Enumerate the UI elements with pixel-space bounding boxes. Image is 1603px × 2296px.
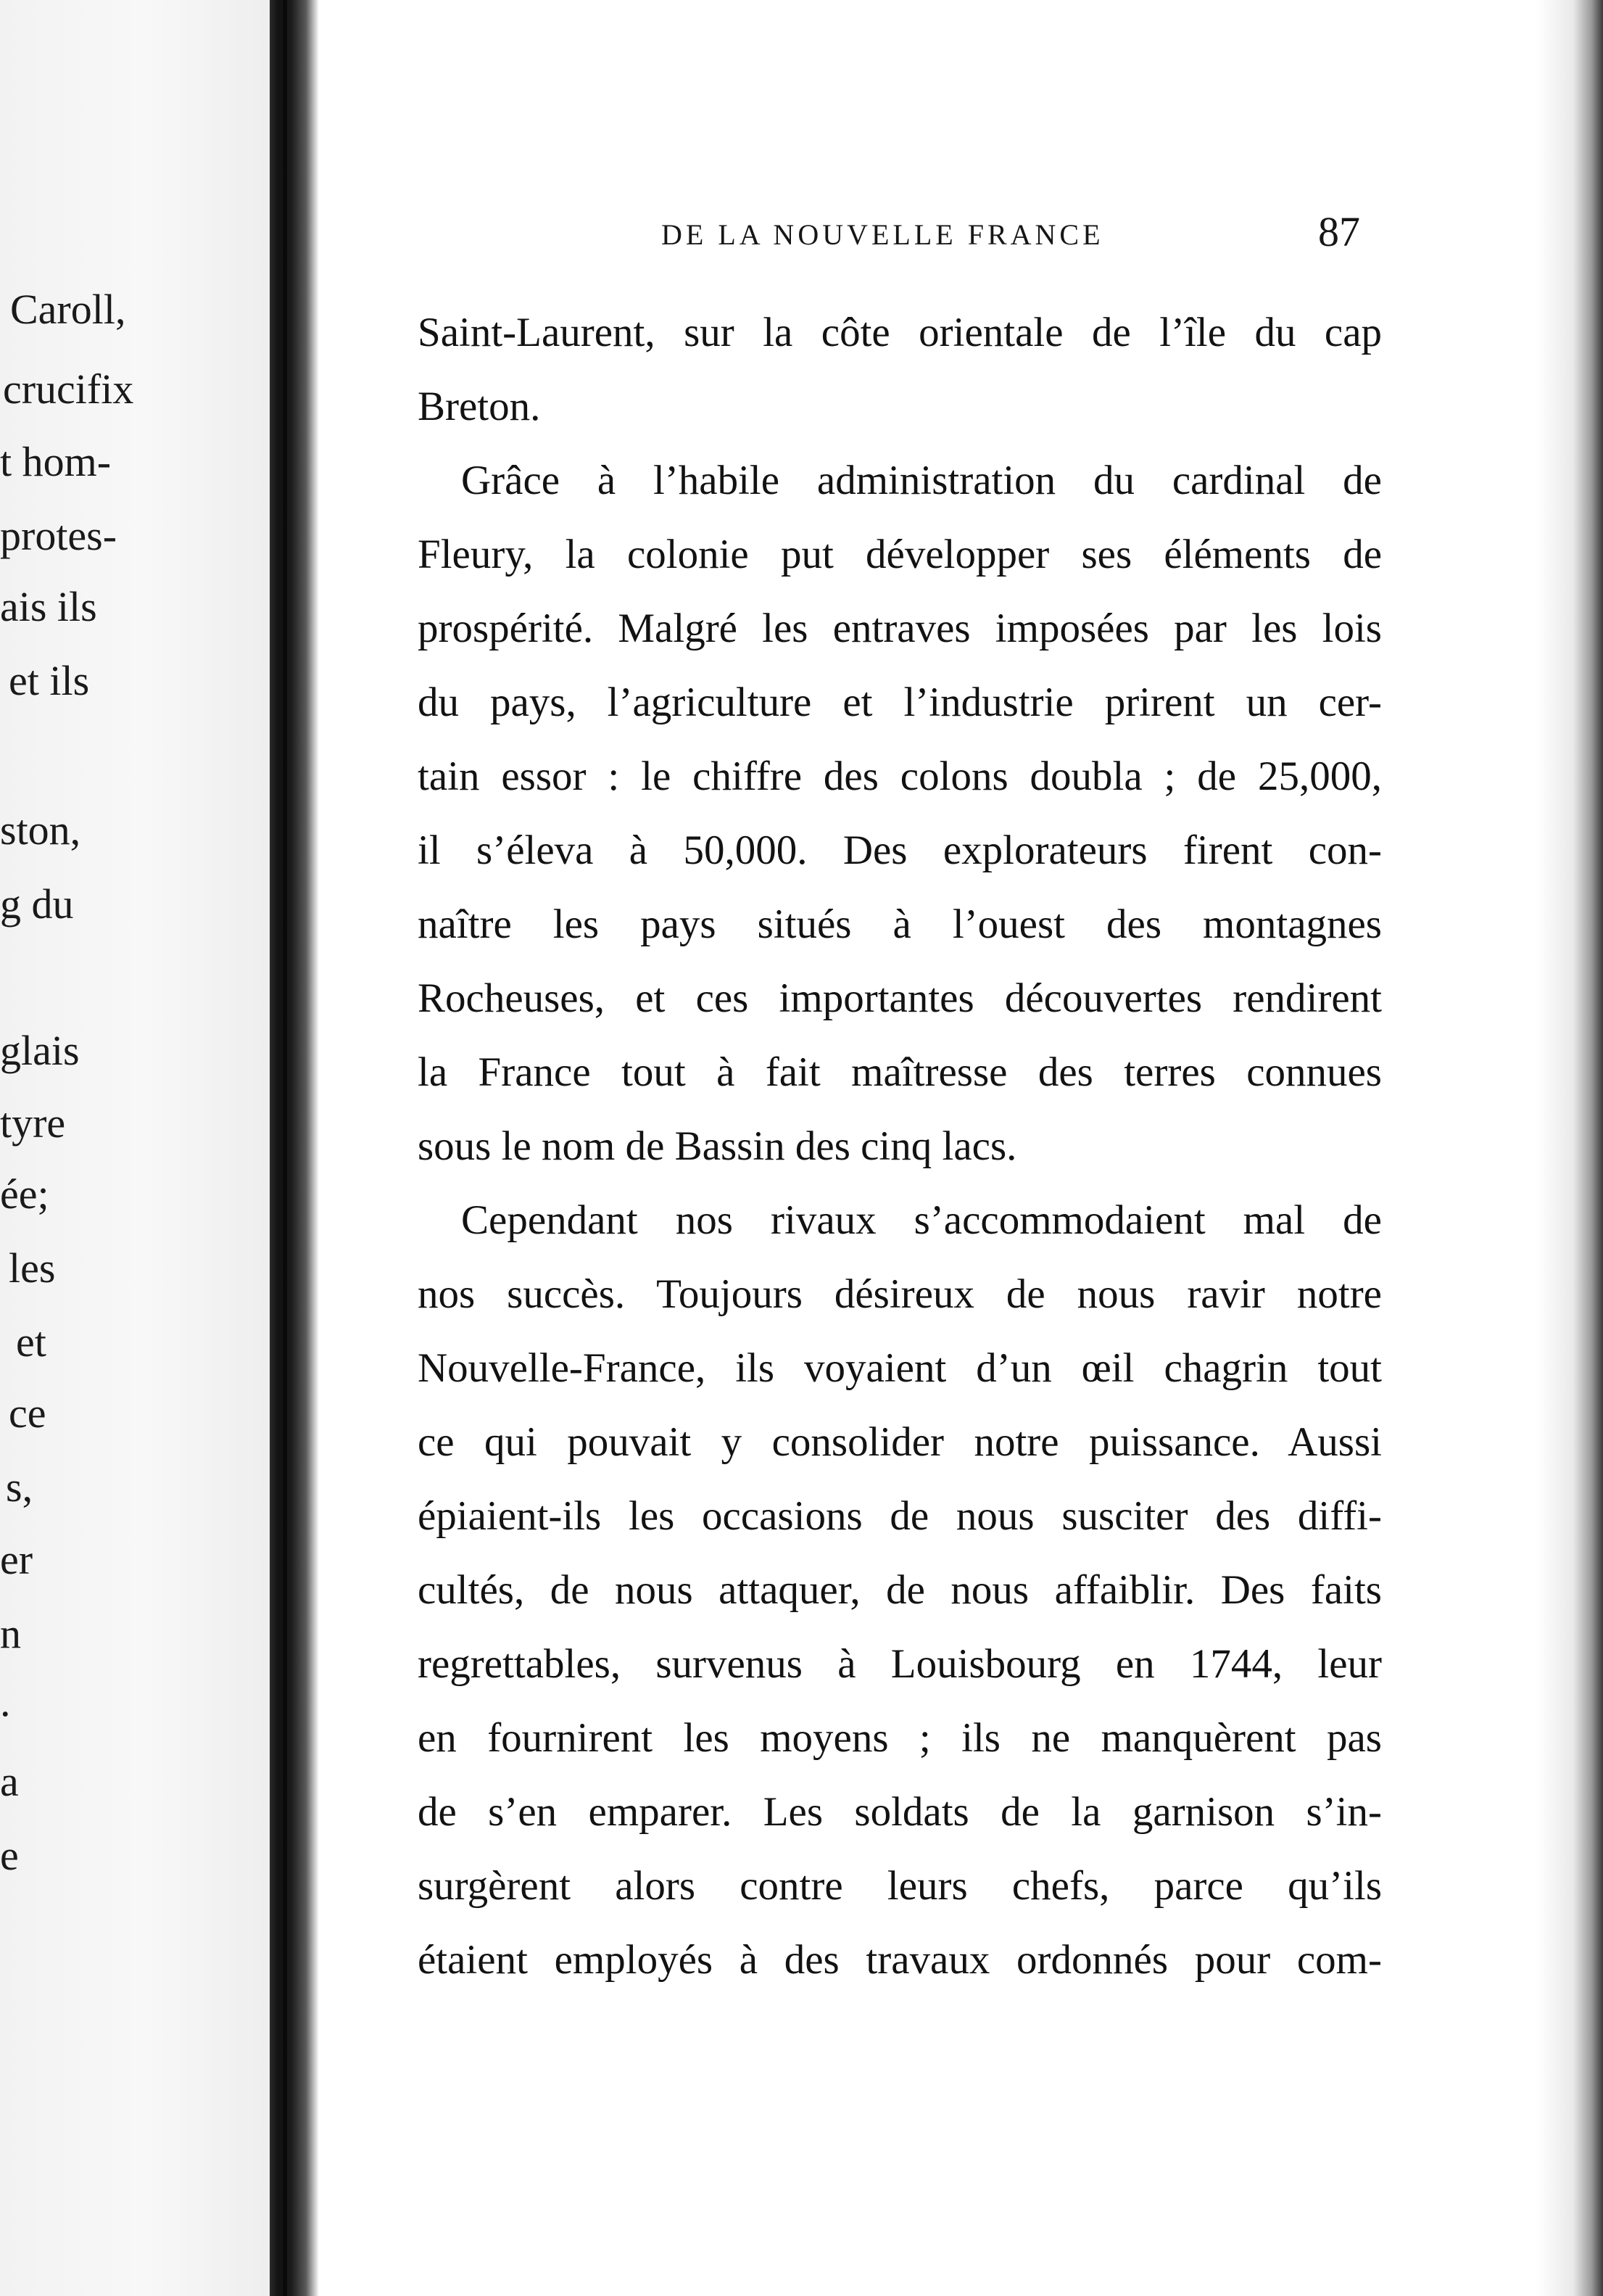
page-number: 87 — [1318, 208, 1360, 255]
left-page-fragment: glais — [0, 1027, 80, 1074]
text-line: la France tout à fait maîtresse des terres connues — [418, 1049, 1382, 1095]
text-line: il s’éleva à 50,000. Des explorateurs firent con- — [418, 827, 1382, 873]
text-line: en fournirent les moyens ; ils ne manquèrent pas — [418, 1715, 1382, 1761]
left-page-fragment: ais ils — [0, 583, 97, 630]
left-page-fragment: et ils — [9, 657, 90, 704]
text-line: épiaient-ils les occasions de nous susciter des diffi- — [418, 1493, 1382, 1539]
left-page-fragment: Caroll, — [10, 286, 126, 333]
left-page-fragment: . — [0, 1678, 11, 1725]
running-head: DE LA NOUVELLE FRANCE — [661, 218, 1104, 251]
text-line: tain essor : le chiffre des colons doubla ; de 25,000, — [418, 753, 1382, 799]
text-line: ce qui pouvait y consolider notre puissance. Aussi — [418, 1419, 1382, 1465]
text-line: surgèrent alors contre leurs chefs, parce qu’ils — [418, 1863, 1382, 1909]
text-line: de s’en emparer. Les soldats de la garnison s’in- — [418, 1789, 1382, 1835]
left-page-fragment: n — [0, 1610, 21, 1657]
left-page-fragment: s, — [6, 1463, 33, 1511]
left-page-fragment: tyre — [0, 1099, 66, 1147]
text-line: Cependant nos rivaux s’accommodaient mal de — [461, 1197, 1382, 1243]
text-line: Nouvelle-France, ils voyaient d’un œil chagrin tout — [418, 1345, 1382, 1391]
left-page-fragment: t hom- — [0, 438, 112, 485]
text-line: du pays, l’agriculture et l’industrie prirent un cer- — [418, 680, 1382, 725]
body-text — [418, 296, 1382, 1997]
left-page-fragment: protes- — [0, 512, 117, 559]
left-page-fragment: ce — [9, 1389, 46, 1437]
left-page-fragment: er — [0, 1536, 33, 1583]
left-page-fragment: a — [0, 1758, 19, 1805]
text-line: sous le nom de Bassin des cinq lacs. — [418, 1123, 1017, 1169]
book-gutter — [270, 0, 319, 2296]
left-page-fragment: et — [16, 1318, 46, 1366]
left-page-fragment: g du — [0, 880, 74, 928]
binding-edge — [283, 0, 287, 2296]
text-line: nos succès. Toujours désireux de nous ravir notre — [418, 1271, 1382, 1317]
text-line: Fleury, la colonie put développer ses éléments de — [418, 532, 1382, 577]
left-facing-page — [0, 0, 270, 2296]
left-page-fragment: les — [9, 1244, 56, 1292]
text-line: naître les pays situés à l’ouest des montagnes — [418, 901, 1382, 947]
left-page-fragment: crucifix — [3, 366, 134, 413]
text-line: regrettables, survenus à Louisbourg en 1744, leur — [418, 1641, 1382, 1687]
text-line: prospérité. Malgré les entraves imposées par les lois — [418, 606, 1382, 651]
left-page-fragment: ston, — [0, 806, 81, 854]
text-line: étaient employés à des travaux ordonnés pour com- — [418, 1937, 1382, 1983]
text-line: Breton. — [418, 384, 541, 429]
text-line: cultés, de nous attaquer, de nous affaiblir. Des faits — [418, 1567, 1382, 1613]
text-line: Grâce à l’habile administration du cardinal de — [461, 458, 1382, 503]
left-page-fragment: ée; — [0, 1170, 49, 1218]
left-page-fragment: e — [0, 1832, 19, 1879]
text-line: Rocheuses, et ces importantes découvertes rendirent — [418, 975, 1382, 1021]
text-line: Saint-Laurent, sur la côte orientale de l’île du cap — [418, 310, 1382, 355]
